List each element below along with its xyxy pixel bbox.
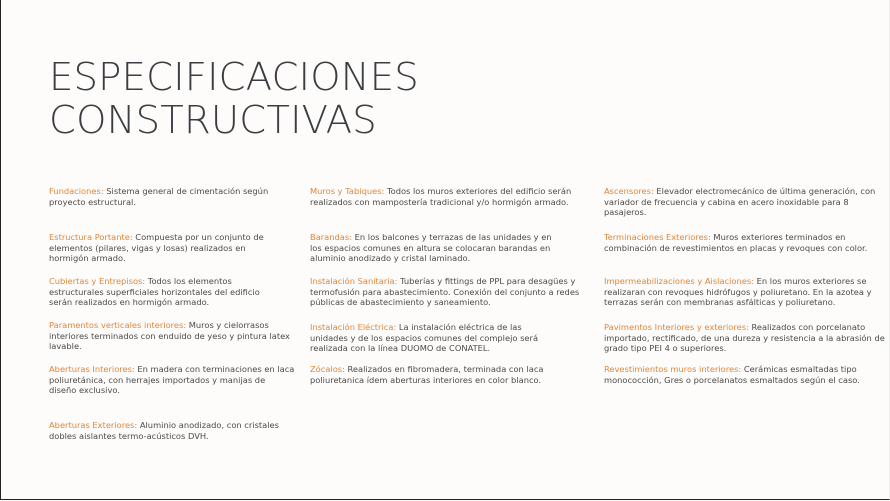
spec-text: Compuesta por un conjunto de elementos (pilares, vigas y losas) realizados en hormigón armado. xyxy=(49,232,264,264)
spec-label: Estructura Portante: xyxy=(49,232,133,242)
spec-item-zocalos xyxy=(310,364,570,385)
spec-item-instalacion-sanitaria xyxy=(310,276,592,308)
spec-item-pavimentos xyxy=(604,322,888,354)
spec-item-impermeabilizaciones xyxy=(604,276,886,308)
spec-text: Realizados en fibromadera, terminada con laca poliuretanica ídem aberturas interiores en color blanco. xyxy=(310,364,544,385)
spec-text: Realizados con porcelanato importado, rectificado, de una dureza y resistencia a la abrasión de grado tipo PEI 4 o superiores. xyxy=(604,322,885,354)
spec-label: Paramentos verticales interiores: xyxy=(49,320,187,330)
spec-label: Ascensores: xyxy=(604,186,654,196)
spec-label: Muros y Tabiques: xyxy=(310,186,385,196)
spec-item-estructura-portante xyxy=(49,232,281,264)
spec-text: En los muros exteriores se realizaran con revoques hidrófugos y poliuretano. En la azotea y terrazas serán con membranas asfálticas y poliuretano. xyxy=(604,276,872,308)
spec-text: Tuberías y fittings de PPL para desagües y termofusión para abastecimiento. Conexión del conjunto a redes públicas de abastecimiento y saneamiento. xyxy=(310,276,580,308)
spec-text: Cerámicas esmaltadas tipo monococción, Gres o porcelanatos esmaltados según el caso. xyxy=(604,364,860,385)
spec-text: En madera con terminaciones en laca poliuretánica, con herrajes importados y manijas de diseño exclusivo. xyxy=(49,364,295,396)
spec-item-ascensores xyxy=(604,186,884,218)
spec-label: Aberturas Interiores: xyxy=(49,364,135,374)
spec-text: Elevador electromecánico de última generación, con variador de frecuencia y cabina en acero inoxidable para 8 pasajeros. xyxy=(604,186,876,218)
spec-item-fundaciones xyxy=(49,186,289,207)
spec-label: Instalación Eléctrica: xyxy=(310,322,397,332)
spec-label: Barandas: xyxy=(310,232,352,242)
spec-label: Revestimientos muros interiores: xyxy=(604,364,742,374)
page-title xyxy=(49,56,419,142)
spec-label: Terminaciones Exteriores: xyxy=(604,232,711,242)
spec-text: Todos los elementos estructurales superficiales horizontales del edificio serán realizados en hormigón armado. xyxy=(49,276,260,308)
spec-label: Zócalos: xyxy=(310,364,345,374)
spec-text: Sistema general de cimentación según proyecto estructural. xyxy=(49,186,269,207)
spec-label: Impermeabilizaciones y Aislaciones: xyxy=(604,276,754,286)
spec-item-instalacion-electrica xyxy=(310,322,546,354)
spec-text: La instalación eléctrica de las unidades y de los espacios comunes del complejo será realizada con la línea DUOMO de CONATEL. xyxy=(310,322,539,354)
spec-item-aberturas-interiores xyxy=(49,364,295,396)
spec-text: En los balcones y terrazas de las unidades y en los espacios comunes en altura se colocaran barandas en aluminio anodizado y cristal laminado. xyxy=(310,232,552,264)
spec-item-cubiertas xyxy=(49,276,281,308)
spec-text: Aluminio anodizado, con cristales dobles aislantes termo-acústicos DVH. xyxy=(49,420,279,441)
spec-text: Muros exteriores terminados en combinación de revestimientos en placas y revoques con color. xyxy=(604,232,868,253)
spec-label: Pavimentos Interiores y exteriores: xyxy=(604,322,749,332)
spec-label: Cubiertas y Entrepisos: xyxy=(49,276,146,286)
spec-item-aberturas-exteriores xyxy=(49,420,297,441)
spec-label: Aberturas Exteriores: xyxy=(49,420,138,430)
title-line-1: ESPECIFICACIONES xyxy=(49,55,419,100)
spec-item-barandas xyxy=(310,232,556,264)
spec-label: Instalación Sanitaria: xyxy=(310,276,398,286)
spec-label: Fundaciones: xyxy=(49,186,104,196)
spec-item-terminaciones-exteriores xyxy=(604,232,888,253)
spec-text: Muros y cielorrasos interiores terminados con enduido de yeso y pintura latex lavable. xyxy=(49,320,290,352)
spec-text: Todos los muros exteriores del edificio serán realizados con mampostería tradicional y/o hormigón armado. xyxy=(310,186,572,207)
spec-item-revestimientos xyxy=(604,364,888,385)
title-line-2: CONSTRUCTIVAS xyxy=(49,98,377,143)
spec-item-muros-tabiques xyxy=(310,186,574,207)
spec-item-paramentos xyxy=(49,320,293,352)
